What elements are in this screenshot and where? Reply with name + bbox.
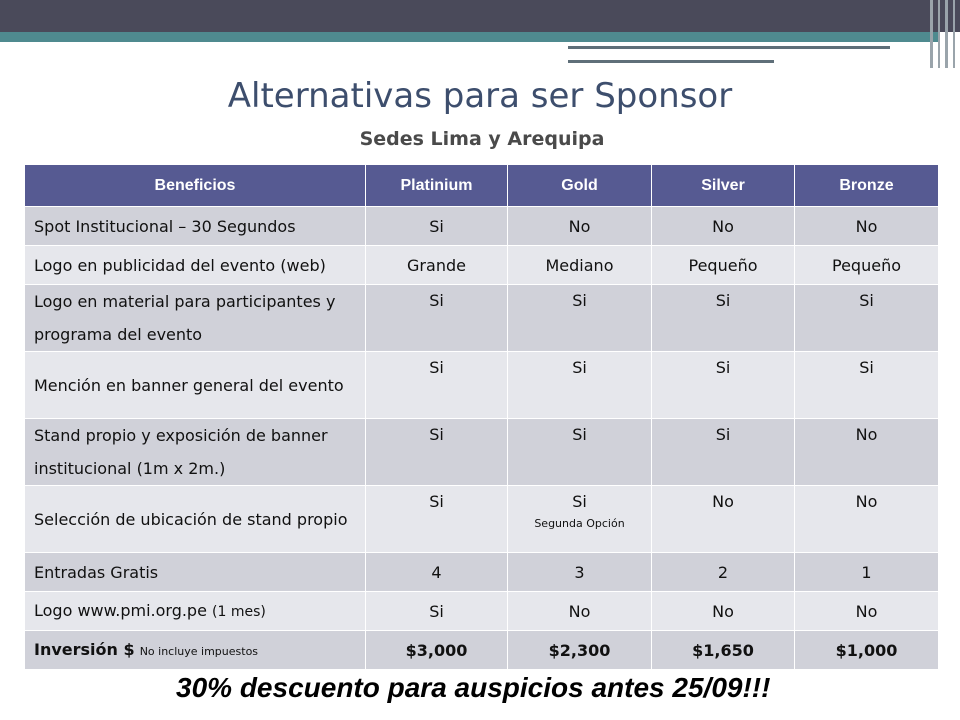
platinium-cell: Si (366, 486, 508, 553)
benefit-cell: Mención en banner general del evento (25, 352, 366, 419)
table-row (25, 553, 939, 592)
benefit-label: Logo www.pmi.org.pe (34, 600, 207, 620)
table-row (25, 592, 939, 631)
platinium-cell: Grande (366, 246, 508, 285)
header-beneficios: Beneficios (25, 165, 366, 207)
top-accent-band (0, 32, 940, 42)
platinium-cell: Si (366, 419, 508, 486)
header-bronze: Bronze (795, 165, 939, 207)
benefit-cell: Entradas Gratis (25, 553, 366, 592)
bronze-cell: No (795, 419, 939, 486)
benefit-cell: Logo en material para participantes y programa del evento (25, 285, 366, 352)
platinium-cell: $3,000 (366, 631, 508, 670)
decorative-line (568, 46, 890, 49)
benefit-cell (25, 631, 366, 670)
silver-cell: Si (652, 352, 795, 419)
table-row (25, 419, 939, 486)
bronze-cell: Si (795, 352, 939, 419)
gold-note: Segunda Opción (534, 517, 625, 530)
table-row (25, 207, 939, 246)
gold-cell: Si (508, 285, 652, 352)
table-row (25, 285, 939, 352)
gold-cell: Si (508, 419, 652, 486)
silver-cell: No (652, 592, 795, 631)
platinium-cell: 4 (366, 553, 508, 592)
silver-cell: Si (652, 419, 795, 486)
slide-subtitle: Sedes Lima y Arequipa (359, 128, 605, 150)
bronze-cell: $1,000 (795, 631, 939, 670)
table-row (25, 486, 939, 553)
benefit-cell (25, 592, 366, 631)
table-row (25, 246, 939, 285)
gold-cell: $2,300 (508, 631, 652, 670)
silver-cell: No (652, 207, 795, 246)
table-row (25, 352, 939, 419)
benefit-cell: Selección de ubicación de stand propio (25, 486, 366, 553)
benefit-note: No incluye impuestos (139, 644, 259, 658)
platinium-cell: Si (366, 592, 508, 631)
gold-cell: No (508, 592, 652, 631)
gold-cell: 3 (508, 553, 652, 592)
silver-cell: Pequeño (652, 246, 795, 285)
header-gold: Gold (508, 165, 652, 207)
gold-cell (508, 486, 652, 553)
bronze-cell: Pequeño (795, 246, 939, 285)
gold-cell: Si (508, 352, 652, 419)
table-header-row (25, 165, 939, 207)
header-silver: Silver (652, 165, 795, 207)
discount-promo-text: 30% descuento para auspicios antes 25/09!!! (176, 672, 771, 703)
gold-cell: No (508, 207, 652, 246)
sponsor-benefits-table (24, 164, 939, 670)
bronze-cell: Si (795, 285, 939, 352)
decorative-line (568, 60, 774, 63)
silver-cell: Si (652, 285, 795, 352)
header-platinium: Platinium (366, 165, 508, 207)
platinium-cell: Si (366, 207, 508, 246)
bronze-cell: No (795, 207, 939, 246)
silver-cell: 2 (652, 553, 795, 592)
table-row (25, 631, 939, 670)
bronze-cell: No (795, 592, 939, 631)
bronze-cell: No (795, 486, 939, 553)
benefit-cell: Stand propio y exposición de banner institucional (1m x 2m.) (25, 419, 366, 486)
silver-cell: No (652, 486, 795, 553)
slide-title: Alternativas para ser Sponsor (227, 76, 733, 116)
silver-cell: $1,650 (652, 631, 795, 670)
benefit-cell: Spot Institucional – 30 Segundos (25, 207, 366, 246)
top-decorative-bar (0, 0, 960, 32)
corner-stripes-decoration (926, 0, 960, 68)
benefit-note: (1 mes) (212, 603, 266, 620)
bronze-cell: 1 (795, 553, 939, 592)
platinium-cell: Si (366, 352, 508, 419)
benefit-cell: Logo en publicidad del evento (web) (25, 246, 366, 285)
gold-value: Si (572, 492, 587, 511)
benefit-label: Inversión $ (34, 639, 135, 659)
gold-cell: Mediano (508, 246, 652, 285)
platinium-cell: Si (366, 285, 508, 352)
